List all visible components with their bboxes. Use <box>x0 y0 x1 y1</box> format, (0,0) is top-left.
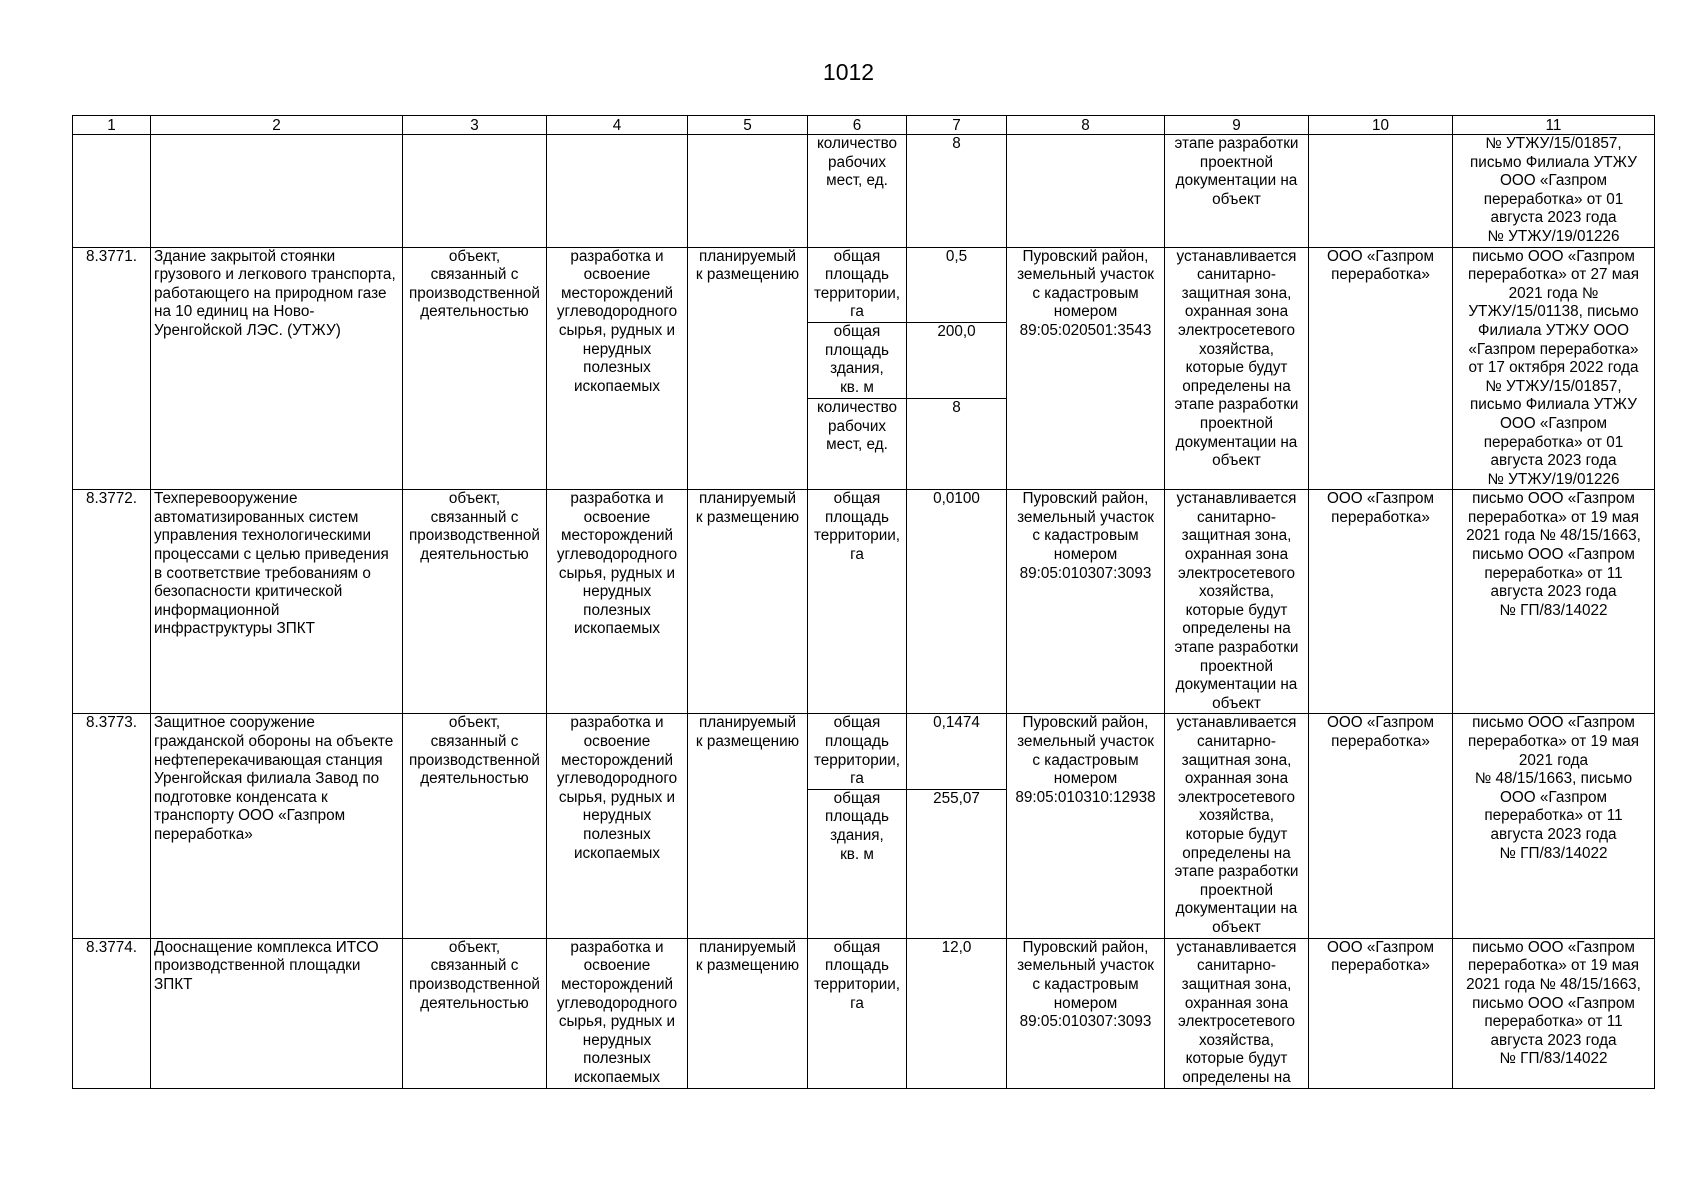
object-name: Дооснащение комплекса ИТСО производственной площадки ЗПКТ <box>151 938 403 1088</box>
object-status: планируемый к размещению <box>688 714 808 938</box>
table-row <box>73 135 1655 248</box>
basis-document: письмо ООО «Газпром переработка» от 27 мая 2021 года № УТЖУ/15/01138, письмо Филиала УТЖУ ООО «Газпром переработка» от 17 октября 2022 года № УТЖУ/15/01857, письмо Филиала УТЖУ ООО «Газпром переработка» от 01 августа 2023 года № УТЖУ/19/01226 <box>1453 247 1655 490</box>
param-value: 8 <box>907 399 1007 490</box>
object-name: Здание закрытой стоянки грузового и легкового транспорта, работающего на природном газе на 10 единиц на Ново-Уренгойской ЛЭС. (УТЖУ) <box>151 247 403 490</box>
param-label: общая площадь территории, га <box>808 938 907 1088</box>
param-value: 12,0 <box>907 938 1007 1088</box>
column-number: 1 <box>73 116 151 135</box>
column-number: 3 <box>403 116 547 135</box>
row-number: 8.3772. <box>73 490 151 714</box>
object-location <box>1007 135 1165 248</box>
param-label: общая площадь территории, га <box>808 247 907 322</box>
zones-info: устанавливается санитарно- защитная зона, охранная зона электросетевого хозяйства, которые будут определены на этапе разработки проектной документации на объект <box>1165 247 1309 490</box>
column-number: 9 <box>1165 116 1309 135</box>
object-type: объект, связанный с производственной деятельностью <box>403 490 547 714</box>
object-type: объект, связанный с производственной деятельностью <box>403 938 547 1088</box>
column-number: 4 <box>547 116 688 135</box>
object-location: Пуровский район, земельный участок с кадастровым номером 89:05:010307:3093 <box>1007 938 1165 1088</box>
param-label: общая площадь здания, кв. м <box>808 323 907 399</box>
row-number: 8.3771. <box>73 247 151 490</box>
param-value: 8 <box>907 135 1007 248</box>
object-location: Пуровский район, земельный участок с кадастровым номером 89:05:010307:3093 <box>1007 490 1165 714</box>
basis-document: письмо ООО «Газпром переработка» от 19 мая 2021 года № 48/15/1663, письмо ООО «Газпром переработка» от 11 августа 2023 года № ГП/83/14022 <box>1453 490 1655 714</box>
row-number <box>73 135 151 248</box>
page-number: 1012 <box>822 59 875 85</box>
organization: ООО «Газпром переработка» <box>1309 490 1453 714</box>
table-row <box>73 247 1655 322</box>
object-name: Защитное сооружение гражданской обороны на объекте нефтеперекачивающая станция Уренгойская филиала Завод по подготовке конденсата к транспорту ООО «Газпром переработка» <box>151 714 403 938</box>
object-purpose: разработка и освоение месторождений углеводородного сырья, рудных и нерудных полезных ископаемых <box>547 247 688 490</box>
column-number: 2 <box>151 116 403 135</box>
zones-info: устанавливается санитарно- защитная зона, охранная зона электросетевого хозяйства, которые будут определены на этапе разработки проектной документации на объект <box>1165 490 1309 714</box>
param-label: общая площадь территории, га <box>808 714 907 789</box>
object-name: Техперевооружение автоматизированных систем управления технологическими процессами с целью приведения в соответствие требованиям о безопасности критической информационной инфраструктуры ЗПКТ <box>151 490 403 714</box>
basis-document: письмо ООО «Газпром переработка» от 19 мая 2021 года № 48/15/1663, письмо ООО «Газпром переработка» от 11 августа 2023 года № ГП/83/14022 <box>1453 938 1655 1088</box>
organization: ООО «Газпром переработка» <box>1309 938 1453 1088</box>
param-label: общая площадь территории, га <box>808 490 907 714</box>
zones-info: этапе разработки проектной документации на объект <box>1165 135 1309 248</box>
object-status <box>688 135 808 248</box>
param-label: количество рабочих мест, ед. <box>808 135 907 248</box>
row-number: 8.3773. <box>73 714 151 938</box>
object-purpose: разработка и освоение месторождений углеводородного сырья, рудных и нерудных полезных ископаемых <box>547 490 688 714</box>
basis-document: письмо ООО «Газпром переработка» от 19 мая 2021 года № 48/15/1663, письмо ООО «Газпром переработка» от 11 августа 2023 года № ГП/83/14022 <box>1453 714 1655 938</box>
column-number: 5 <box>688 116 808 135</box>
zones-info: устанавливается санитарно- защитная зона, охранная зона электросетевого хозяйства, которые будут определены на <box>1165 938 1309 1088</box>
param-value: 0,0100 <box>907 490 1007 714</box>
column-number: 7 <box>907 116 1007 135</box>
param-label: общая площадь здания, кв. м <box>808 789 907 938</box>
object-status: планируемый к размещению <box>688 490 808 714</box>
table-row <box>73 938 1655 1088</box>
column-number: 8 <box>1007 116 1165 135</box>
object-name <box>151 135 403 248</box>
object-purpose: разработка и освоение месторождений углеводородного сырья, рудных и нерудных полезных ископаемых <box>547 938 688 1088</box>
column-number: 11 <box>1453 116 1655 135</box>
basis-document: № УТЖУ/15/01857, письмо Филиала УТЖУ ООО «Газпром переработка» от 01 августа 2023 года № УТЖУ/19/01226 <box>1453 135 1655 248</box>
param-value: 255,07 <box>907 789 1007 938</box>
object-type <box>403 135 547 248</box>
param-value: 200,0 <box>907 323 1007 399</box>
column-number: 10 <box>1309 116 1453 135</box>
table-row <box>73 714 1655 789</box>
param-value: 0,1474 <box>907 714 1007 789</box>
object-location: Пуровский район, земельный участок с кадастровым номером 89:05:020501:3543 <box>1007 247 1165 490</box>
object-purpose: разработка и освоение месторождений углеводородного сырья, рудных и нерудных полезных ископаемых <box>547 714 688 938</box>
object-location: Пуровский район, земельный участок с кадастровым номером 89:05:010310:12938 <box>1007 714 1165 938</box>
zones-info: устанавливается санитарно- защитная зона, охранная зона электросетевого хозяйства, которые будут определены на этапе разработки проектной документации на объект <box>1165 714 1309 938</box>
organization <box>1309 135 1453 248</box>
object-status: планируемый к размещению <box>688 938 808 1088</box>
param-value: 0,5 <box>907 247 1007 322</box>
object-status: планируемый к размещению <box>688 247 808 490</box>
table-row <box>73 490 1655 714</box>
row-number: 8.3774. <box>73 938 151 1088</box>
data-table <box>72 115 1655 1089</box>
object-type: объект, связанный с производственной деятельностью <box>403 714 547 938</box>
object-purpose <box>547 135 688 248</box>
organization: ООО «Газпром переработка» <box>1309 714 1453 938</box>
column-number-row <box>73 116 1655 135</box>
param-label: количество рабочих мест, ед. <box>808 399 907 490</box>
organization: ООО «Газпром переработка» <box>1309 247 1453 490</box>
object-type: объект, связанный с производственной деятельностью <box>403 247 547 490</box>
column-number: 6 <box>808 116 907 135</box>
